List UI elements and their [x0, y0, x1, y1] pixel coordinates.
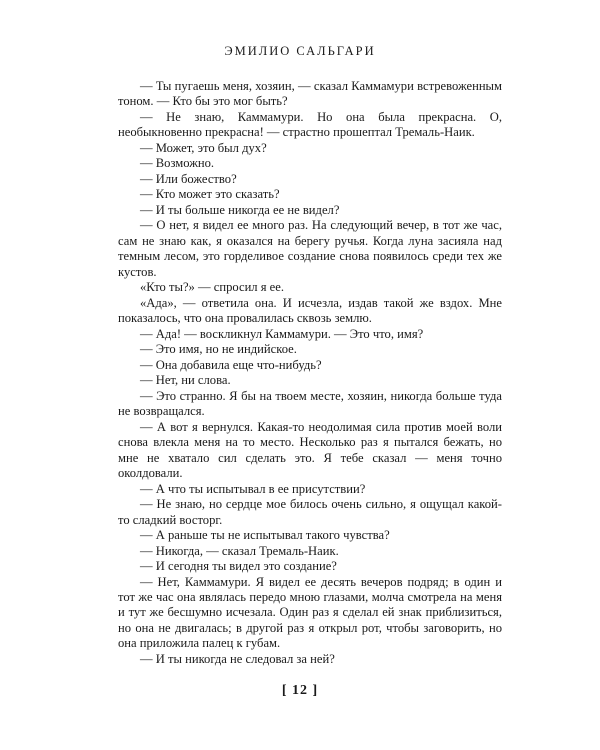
paragraph: — И сегодня ты видел это создание? — [140, 559, 337, 574]
paragraph: — Может, это был дух? — [140, 140, 267, 155]
paragraph: — Или божество? — [140, 171, 237, 186]
paragraph: «Кто ты?» — спросил я ее. — [140, 280, 285, 295]
paragraph: — А что ты испытывал в ее присутствии? — [140, 481, 366, 496]
paragraph: — А вот я вернулся. Какая-то неодолимая сила против моей воли снова влекла меня на то место. Несколько раз я пытался бежать, но мне не хватало сил сделать это. Я тебе сказал — меня точно околдовали. — [118, 419, 502, 481]
paragraph: — А раньше ты не испытывал такого чувства? — [140, 528, 390, 543]
paragraph: — Ада! — воскликнул Каммамури. — Это что, имя? — [140, 326, 424, 341]
paragraph: — Это странно. Я бы на твоем месте, хозяин, никогда больше туда не возвращался. — [118, 388, 502, 419]
running-head: ЭМИЛИО САЛЬГАРИ — [224, 44, 376, 58]
paragraph: — Ты пугаешь меня, хозяин, — сказал Каммамури встревоженным тоном. — Кто бы это мог быть? — [118, 79, 502, 109]
paragraph: — Кто может это сказать? — [140, 187, 280, 202]
paragraph: — Не знаю, но сердце мое билось очень сильно, я ощущал какой-то сладкий восторг. — [118, 497, 502, 527]
paragraph: — И ты больше никогда ее не видел? — [140, 202, 340, 217]
body-text — [118, 79, 502, 667]
paragraph: — Не знаю, Каммамури. Но она была прекрасна. О, необыкновенно прекрасна! — страстно прошептал Тремаль-Наик. — [118, 109, 502, 140]
paragraph: — О нет, я видел ее много раз. На следующий вечер, в тот же час, сам не знаю как, я оказался на берегу ручья. Когда луна засияла над темным лесом, это горделивое создание снова появилось среди тех же кустов. — [118, 218, 502, 279]
paragraph: «Ада», — ответила она. И исчезла, издав такой же вздох. Мне показалось, что она провалилась сквозь землю. — [118, 295, 502, 326]
page-number: [ 12 ] — [281, 683, 319, 698]
paragraph: — И ты никогда не следовал за ней? — [140, 651, 335, 666]
paragraph: — Она добавила еще что-нибудь? — [140, 357, 322, 372]
paragraph: — Возможно. — [140, 156, 215, 171]
paragraph: — Никогда, — сказал Тремаль-Наик. — [140, 543, 339, 558]
paragraph: — Это имя, но не индийское. — [140, 342, 297, 357]
paragraph: — Нет, Каммамури. Я видел ее десять вечеров подряд; в один и тот же час она являлась передо мною глазами, молча смотрела на меня и тут же бесшумно исчезала. Один раз я сделал ей знак приблизиться, но она не двигалась; в другой раз я открыл рот, чтобы заговорить, но она приложила палец к губам. — [118, 574, 502, 651]
paragraph: — Нет, ни слова. — [140, 373, 231, 388]
